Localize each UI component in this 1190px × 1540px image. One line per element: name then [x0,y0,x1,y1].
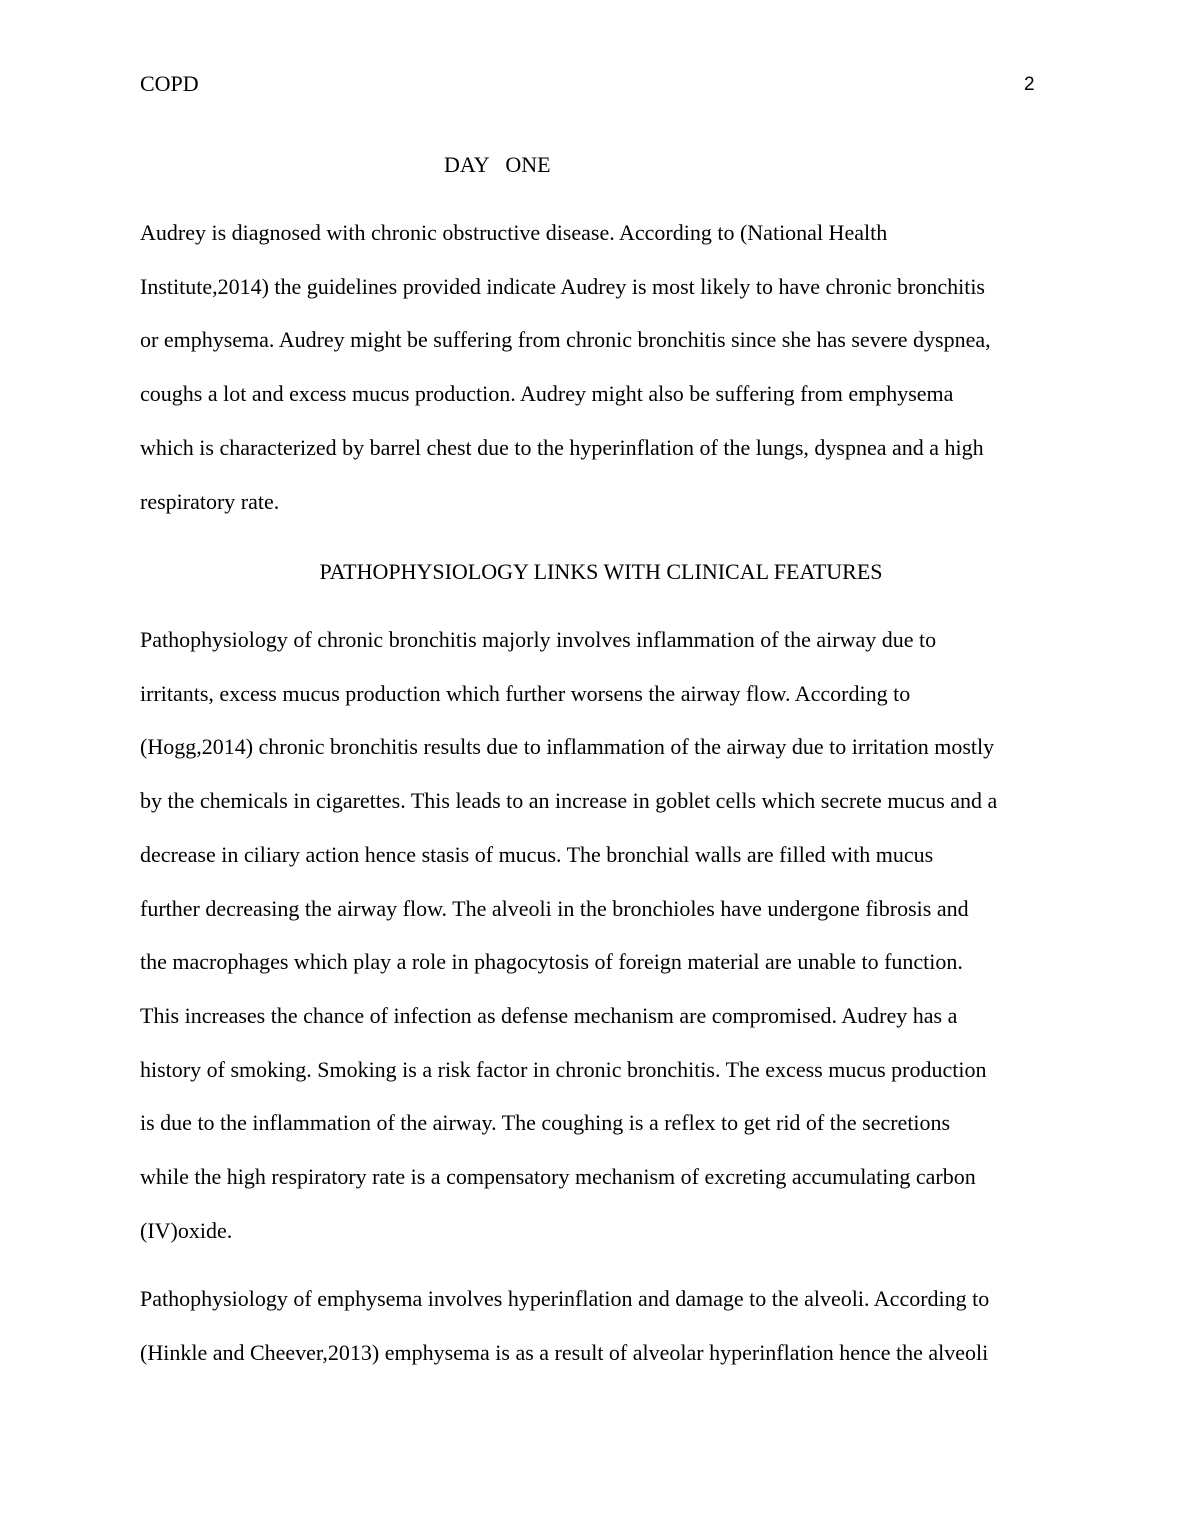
text-line: is due to the inflammation of the airway. The coughing is a reflex to get rid of the secretions [140,1110,951,1136]
text-line: while the high respiratory rate is a compensatory mechanism of excreting accumulating carbon [140,1164,976,1190]
text-line: decrease in ciliary action hence stasis of mucus. The bronchial walls are filled with mucus [140,841,934,867]
text-line: the macrophages which play a role in phagocytosis of foreign material are unable to function. [140,949,963,975]
paragraph-emphysema [140,1272,1060,1379]
paragraph-chronic-bronchitis [140,613,1060,1257]
text-line: (IV)oxide. [140,1217,233,1243]
running-head: COPD [140,71,199,96]
text-line: Pathophysiology of chronic bronchitis majorly involves inflammation of the airway due to [140,627,937,652]
paragraph-diagnosis [140,206,1060,528]
text-line: Audrey is diagnosed with chronic obstructive disease. According to (National Health [140,220,888,245]
text-line: Pathophysiology of emphysema involves hyperinflation and damage to the alveoli. According to [140,1286,990,1311]
text-line: Institute,2014) the guidelines provided indicate Audrey is most likely to have chronic bronchitis [140,273,985,299]
text-line: respiratory rate. [140,488,280,514]
text-line: further decreasing the airway flow. The alveoli in the bronchioles have undergone fibrosis and [140,895,969,921]
text-line: which is characterized by barrel chest due to the hyperinflation of the lungs, dyspnea and a high [140,434,984,460]
page-number: 2 [1024,74,1035,95]
text-line: (Hogg,2014) chronic bronchitis results due to inflammation of the airway due to irritation mostly [140,734,995,760]
text-line: coughs a lot and excess mucus production. Audrey might also be suffering from emphysema [140,381,954,407]
section-heading-day-one: DAY ONE [444,152,551,177]
text-line: This increases the chance of infection as defense mechanism are compromised. Audrey has a [140,1002,958,1028]
section-heading-pathophysiology: PATHOPHYSIOLOGY LINKS WITH CLINICAL FEATURES [319,559,883,584]
text-line: (Hinkle and Cheever,2013) emphysema is as a result of alveolar hyperinflation hence the alveoli [140,1339,989,1365]
text-line: or emphysema. Audrey might be suffering from chronic bronchitis since she has severe dyspnea, [140,327,991,353]
text-line: by the chemicals in cigarettes. This leads to an increase in goblet cells which secrete mucus and a [140,788,998,814]
text-line: irritants, excess mucus production which further worsens the airway flow. According to [140,680,911,706]
text-line: history of smoking. Smoking is a risk factor in chronic bronchitis. The excess mucus production [140,1056,987,1082]
